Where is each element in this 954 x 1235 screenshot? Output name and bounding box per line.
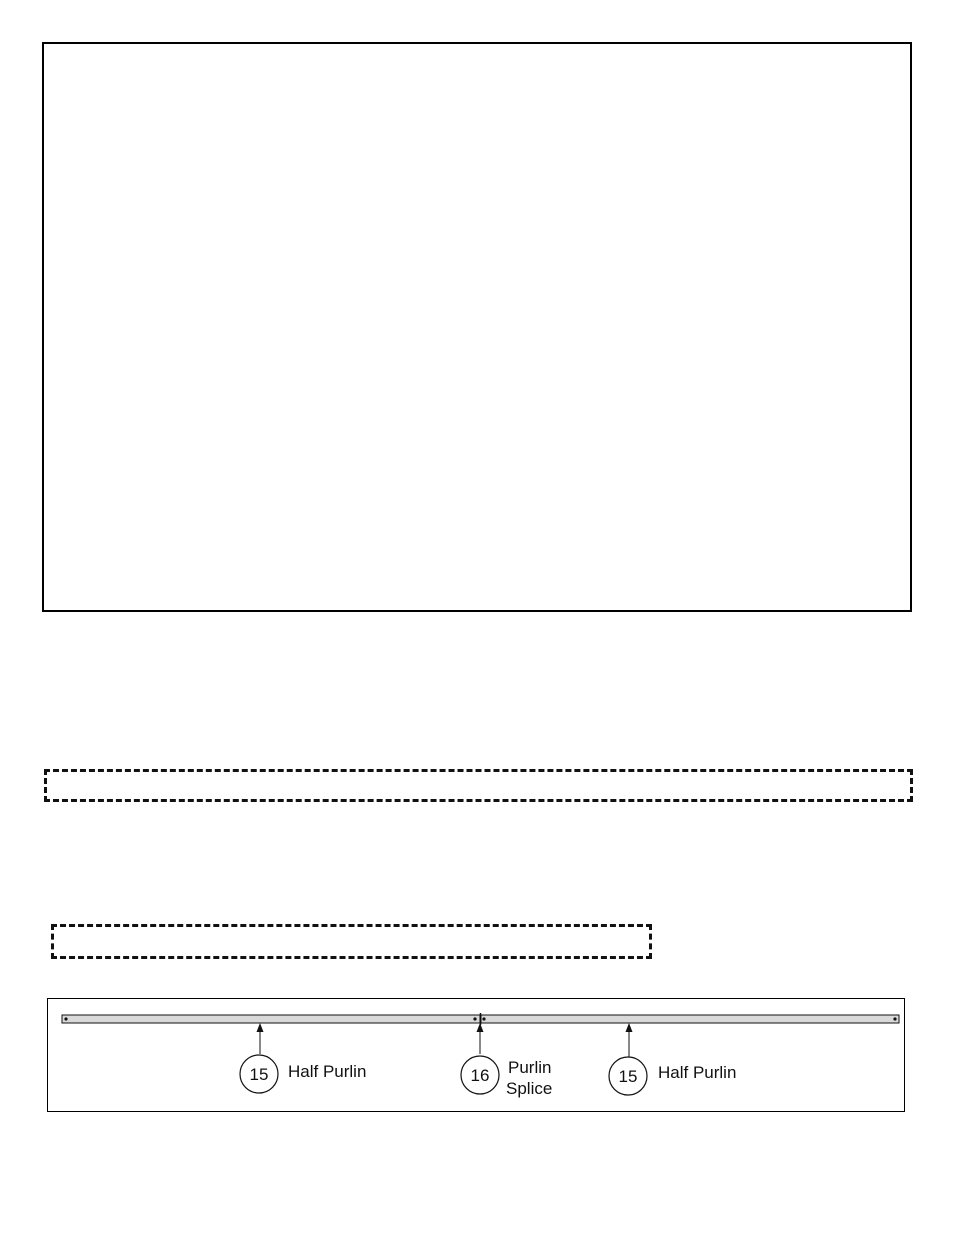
callout-label: Half Purlin xyxy=(658,1063,737,1082)
purlin-splice-diagram xyxy=(47,998,905,1112)
callout-label: Half Purlin xyxy=(288,1062,367,1081)
callout-label: Purlin xyxy=(508,1058,552,1077)
blank-image-frame xyxy=(42,42,912,612)
arrow-to-right-purlin xyxy=(626,1023,633,1057)
arrow-to-left-purlin xyxy=(257,1023,264,1054)
bolt-hole xyxy=(893,1017,896,1020)
callout-number: 15 xyxy=(618,1067,638,1086)
bolt-hole xyxy=(64,1017,67,1020)
callout-label: Splice xyxy=(506,1079,553,1098)
dashed-placeholder-short xyxy=(51,924,652,959)
purlin-diagram-svg xyxy=(48,999,906,1113)
callout-number: 15 xyxy=(249,1065,269,1084)
dashed-placeholder-wide xyxy=(44,769,913,802)
bolt-hole xyxy=(473,1017,476,1020)
bolt-hole xyxy=(482,1017,485,1020)
callout-number: 16 xyxy=(470,1066,490,1085)
arrow-to-splice xyxy=(477,1023,484,1054)
half-purlin-left-bar xyxy=(62,1015,480,1023)
half-purlin-right-bar xyxy=(481,1015,899,1023)
